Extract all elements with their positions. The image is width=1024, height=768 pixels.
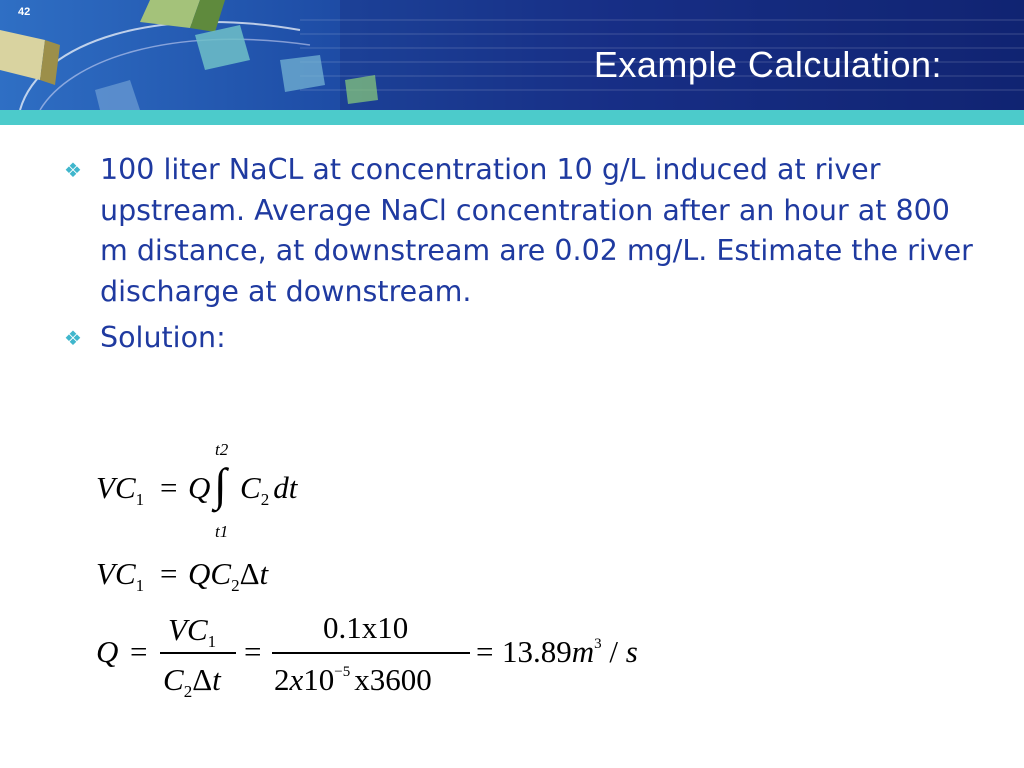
four-diamond-bullet-icon: ❖ [64, 158, 82, 182]
integral-sign-icon: ∫ [214, 459, 227, 510]
bullet-solution [62, 318, 982, 359]
slide-number: 42 [18, 6, 31, 18]
accent-bar [0, 110, 1024, 125]
bullet-text: Solution: [100, 321, 226, 354]
bullet-problem [62, 150, 982, 312]
slide-content [62, 150, 982, 365]
fraction-bar [160, 652, 236, 654]
slide-title: Example Calculation: [593, 44, 942, 85]
fraction-bar [272, 652, 470, 654]
slide-header [0, 0, 1024, 110]
bullet-text: 100 liter NaCL at concentration 10 g/L induced at river upstream. Average NaCl concentration after an hour at 800 m distance, at downstream are 0.02 mg/L. Estimate the river discharge at downstream. [100, 153, 973, 308]
four-diamond-bullet-icon: ❖ [64, 326, 82, 350]
